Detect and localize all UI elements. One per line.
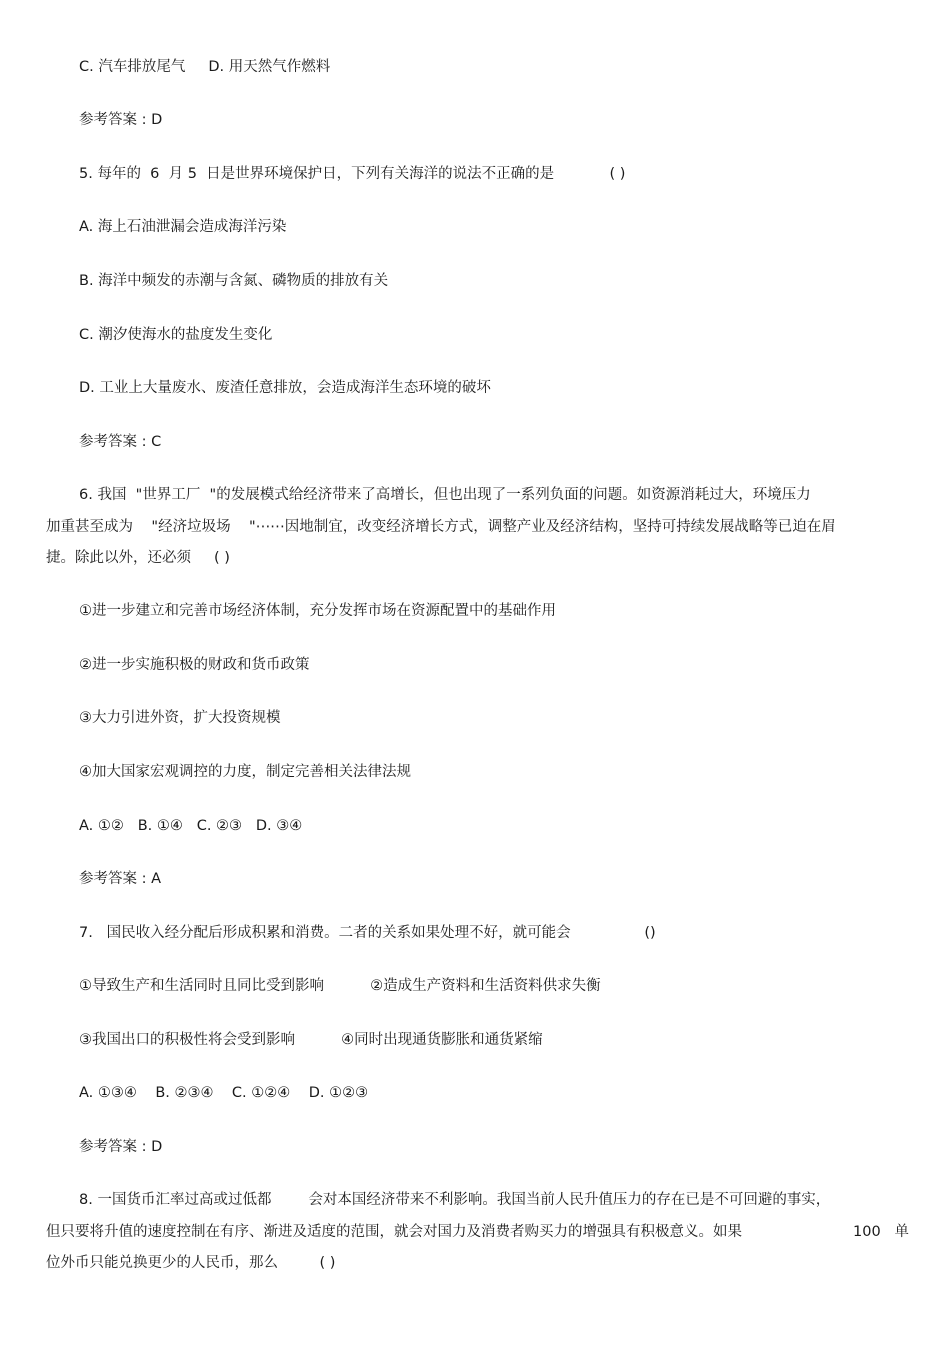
- answer-line: 参考答案 : A: [79, 871, 162, 887]
- option-a: A. 海上石油泄漏会造成海洋污染: [79, 219, 287, 235]
- option-line: C. 汽车排放尾气 D. 用天然气作燃料: [79, 59, 331, 75]
- option-b: B. 海洋中频发的赤潮与含氮、磷物质的排放有关: [79, 273, 389, 289]
- statement-4: ④加大国家宏观调控的力度，制定完善相关法律法规: [79, 764, 411, 780]
- statement-2: ②进一步实施积极的财政和货币政策: [79, 657, 310, 673]
- statements-1-2: ①导致生产和生活同时且同比受到影响 ②造成生产资料和生活资料供求失衡: [79, 978, 601, 994]
- question-8-line-2-tail: 100 单: [853, 1224, 910, 1240]
- question-8-line-1: 8. 一国货币汇率过高或过低都 会对本国经济带来不利影响。我国当前人民升值压力的存在已是不可回避的事实，: [79, 1192, 831, 1208]
- question-6-line-1: 6. 我国 "世界工厂 "的发展模式给经济带来了高增长，但也出现了一系列负面的问题。如资源消耗过大，环境压力: [79, 487, 811, 503]
- options-line: A. ①② B. ①④ C. ②③ D. ③④: [79, 818, 303, 834]
- question-8-line-2: 但只要将升值的速度控制在有序、渐进及适度的范围，就会对国力及消费者购买力的增强具有积极意义。如果: [46, 1224, 742, 1240]
- option-c: C. 潮汐使海水的盐度发生变化: [79, 327, 273, 343]
- answer-line: 参考答案 : D: [79, 1139, 163, 1155]
- statements-3-4: ③我国出口的积极性将会受到影响 ④同时出现通货膨胀和通货紧缩: [79, 1032, 543, 1048]
- question-8-line-3: 位外币只能兑换更少的人民币，那么 ( ): [46, 1255, 336, 1271]
- statement-3: ③大力引进外资，扩大投资规模: [79, 710, 281, 726]
- question-5: 5. 每年的 6 月 5 日是世界环境保护日，下列有关海洋的说法不正确的是 ( ): [79, 166, 626, 182]
- option-d: D. 工业上大量废水、废渣任意排放，会造成海洋生态环境的破坏: [79, 380, 491, 396]
- answer-line: 参考答案 : D: [79, 112, 163, 128]
- question-6-line-2: 加重甚至成为 "经济垃圾场 "⋯⋯因地制宜，改变经济增长方式，调整产业及经济结构，坚持可持续发展战略等已迫在眉: [46, 519, 836, 535]
- options-line: A. ①③④ B. ②③④ C. ①②④ D. ①②③: [79, 1085, 369, 1101]
- answer-line: 参考答案 : C: [79, 434, 162, 450]
- statement-1: ①进一步建立和完善市场经济体制，充分发挥市场在资源配置中的基础作用: [79, 603, 556, 619]
- question-6-line-3: 捷。除此以外，还必须 ( ): [46, 550, 230, 566]
- question-7: 7. 国民收入经分配后形成积累和消费。二者的关系如果处理不好，就可能会 (): [79, 925, 656, 941]
